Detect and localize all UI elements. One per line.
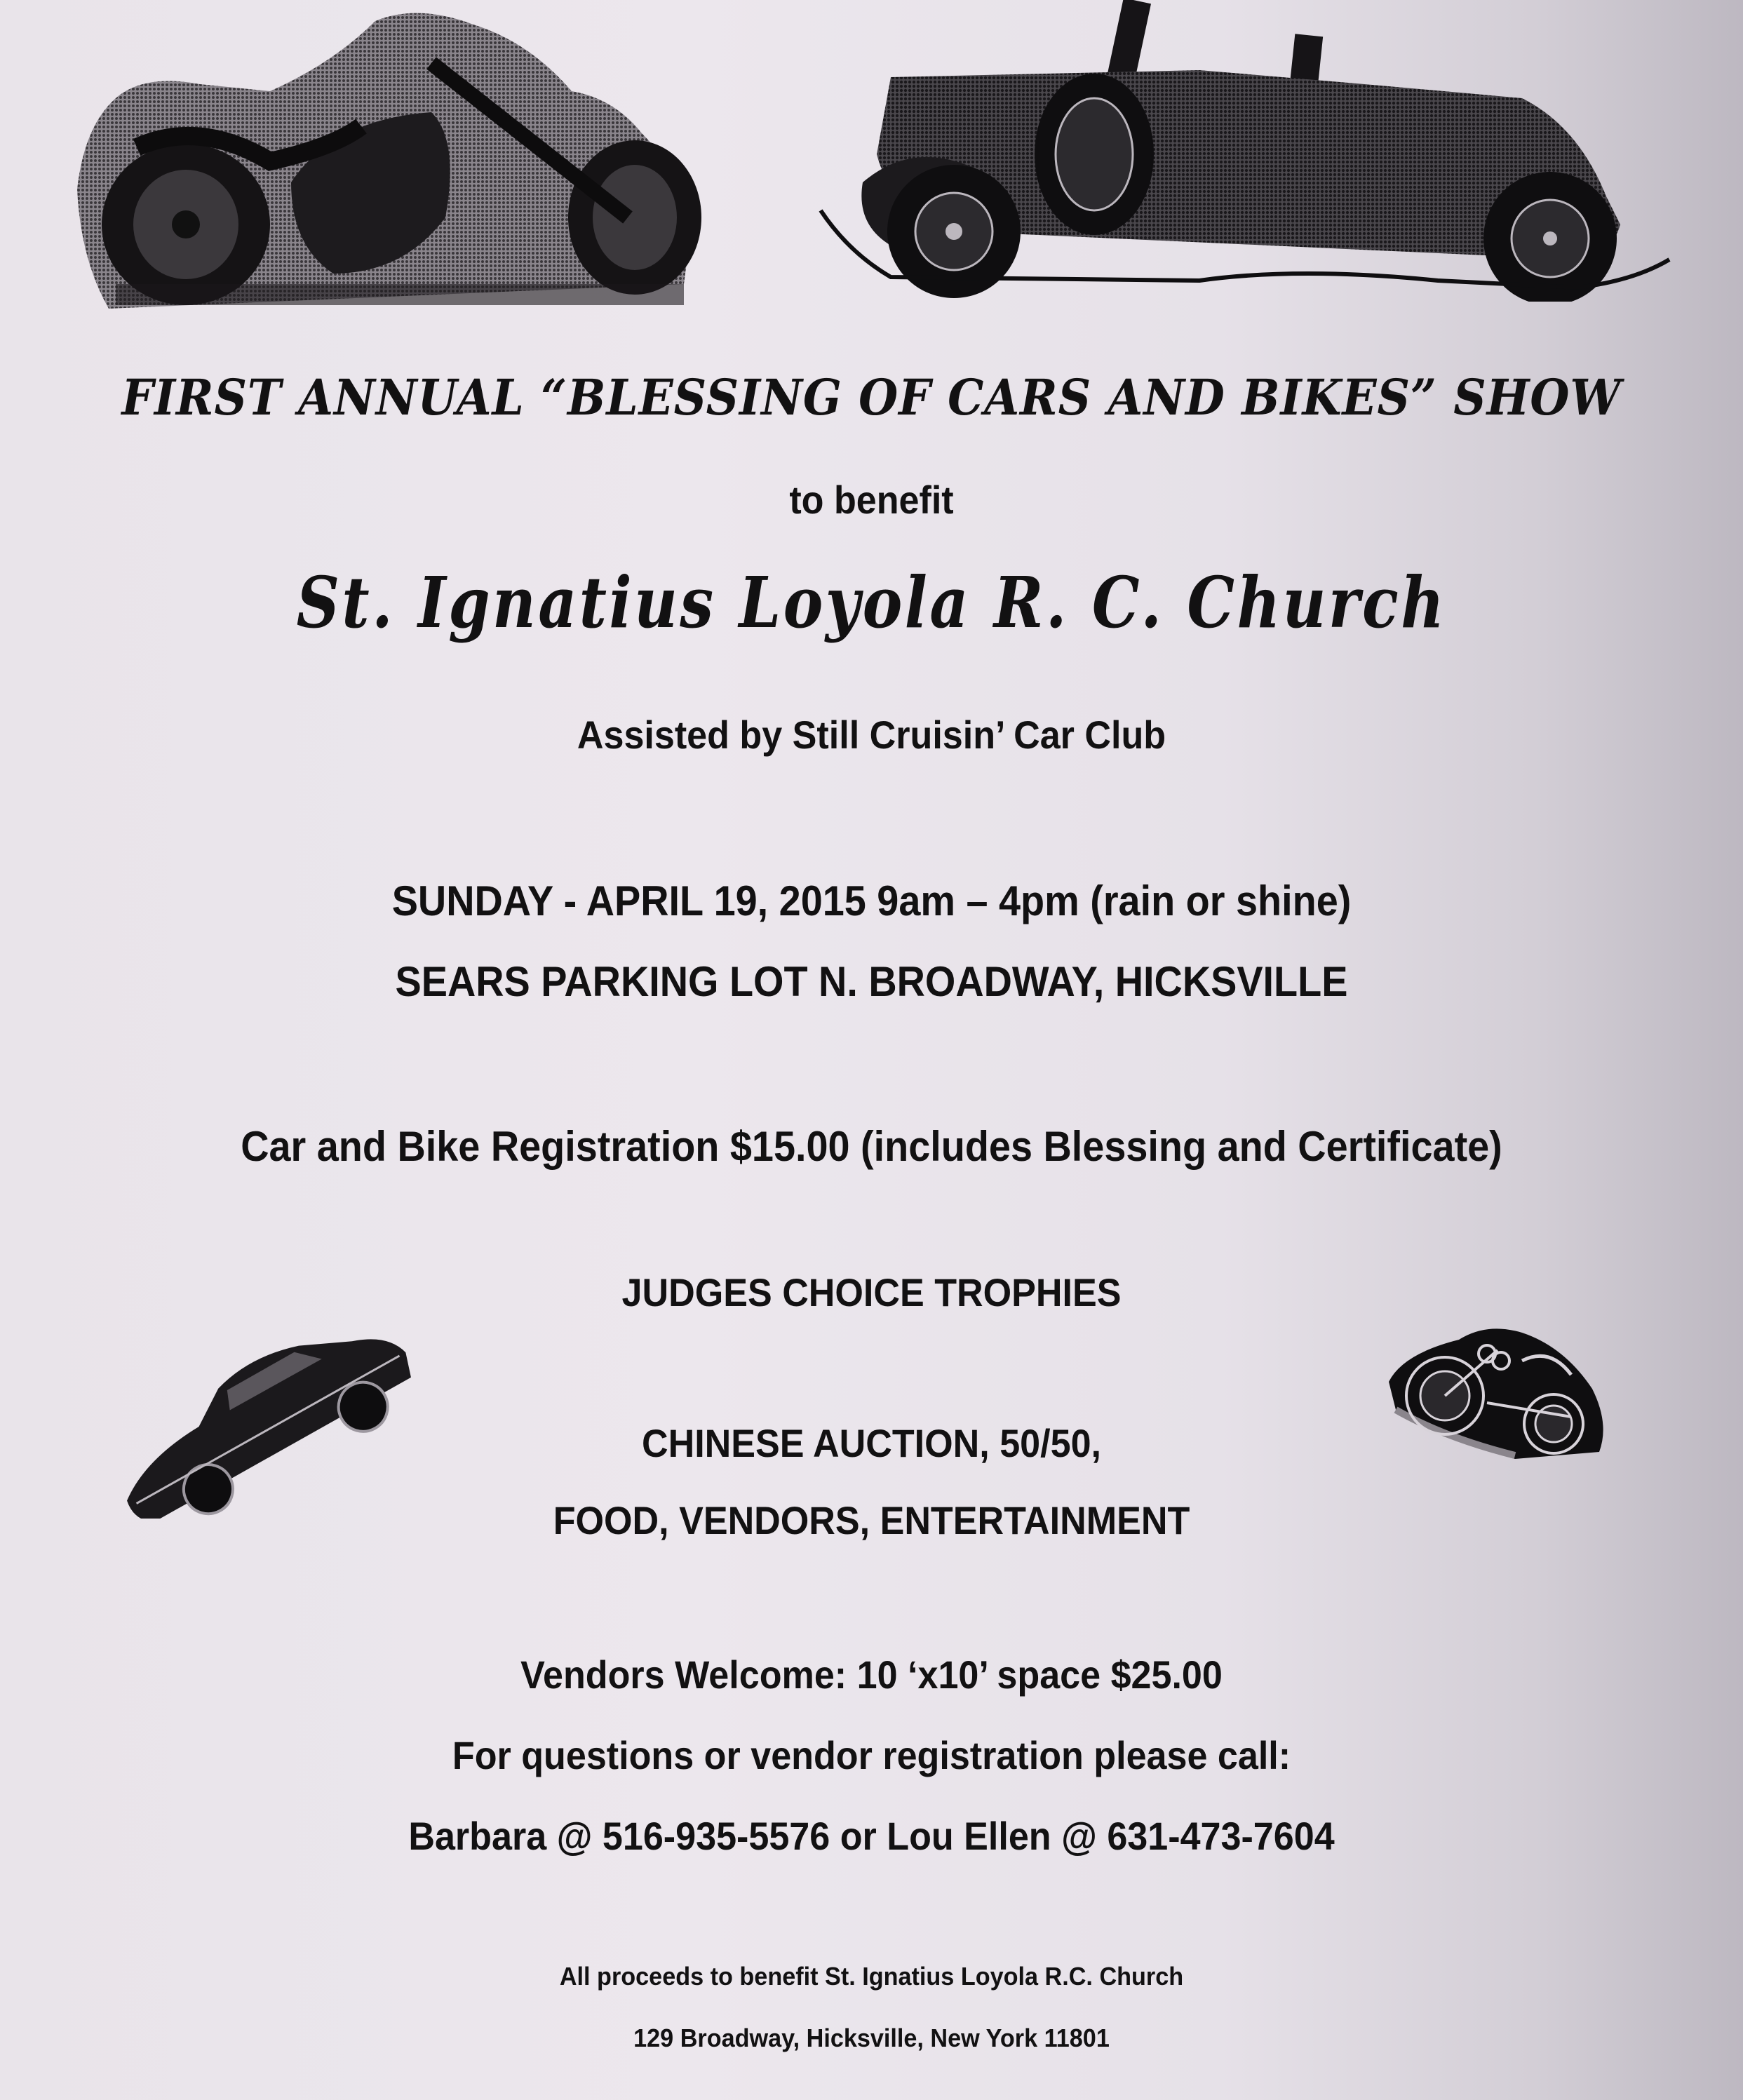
beneficiary-church-name: St. Ignatius Loyola R. C. Church [296, 561, 1447, 644]
church-address: 129 Broadway, Hicksville, New York 11801 [633, 2024, 1110, 2052]
assisted-by-car-club: Assisted by Still Cruisin’ Car Club [577, 713, 1166, 757]
chopper-motorcycle-icon [39, 7, 747, 316]
food-vendors-entertainment: FOOD, VENDORS, ENTERTAINMENT [553, 1498, 1190, 1542]
motorcycle-image [39, 7, 747, 316]
proceeds-note: All proceeds to benefit St. Ignatius Loyola R.C. Church [559, 1962, 1184, 1991]
call-prompt: For questions or vendor registration please call: [452, 1733, 1291, 1777]
vintage-car-image [807, 0, 1697, 302]
judges-choice-trophies: JUDGES CHOICE TROPHIES [621, 1270, 1122, 1314]
convertible-car-icon [807, 0, 1697, 302]
subtitle-to-benefit: to benefit [789, 478, 954, 522]
event-date-time: SUNDAY - APRIL 19, 2015 9am – 4pm (rain or shine) [391, 877, 1352, 924]
event-title: FIRST ANNUAL “BLESSING OF CARS AND BIKES” SHOW [121, 368, 1622, 426]
registration-fee: Car and Bike Registration $15.00 (includes Blessing and Certificate) [241, 1123, 1502, 1170]
event-location: SEARS PARKING LOT N. BROADWAY, HICKSVILLE [395, 958, 1348, 1005]
chinese-auction-5050: CHINESE AUCTION, 50/50, [641, 1421, 1102, 1465]
contact-phone-numbers: Barbara @ 516-935-5576 or Lou Ellen @ 631-473-7604 [408, 1814, 1335, 1858]
vendors-welcome: Vendors Welcome: 10 ‘x10’ space $25.00 [520, 1653, 1223, 1697]
